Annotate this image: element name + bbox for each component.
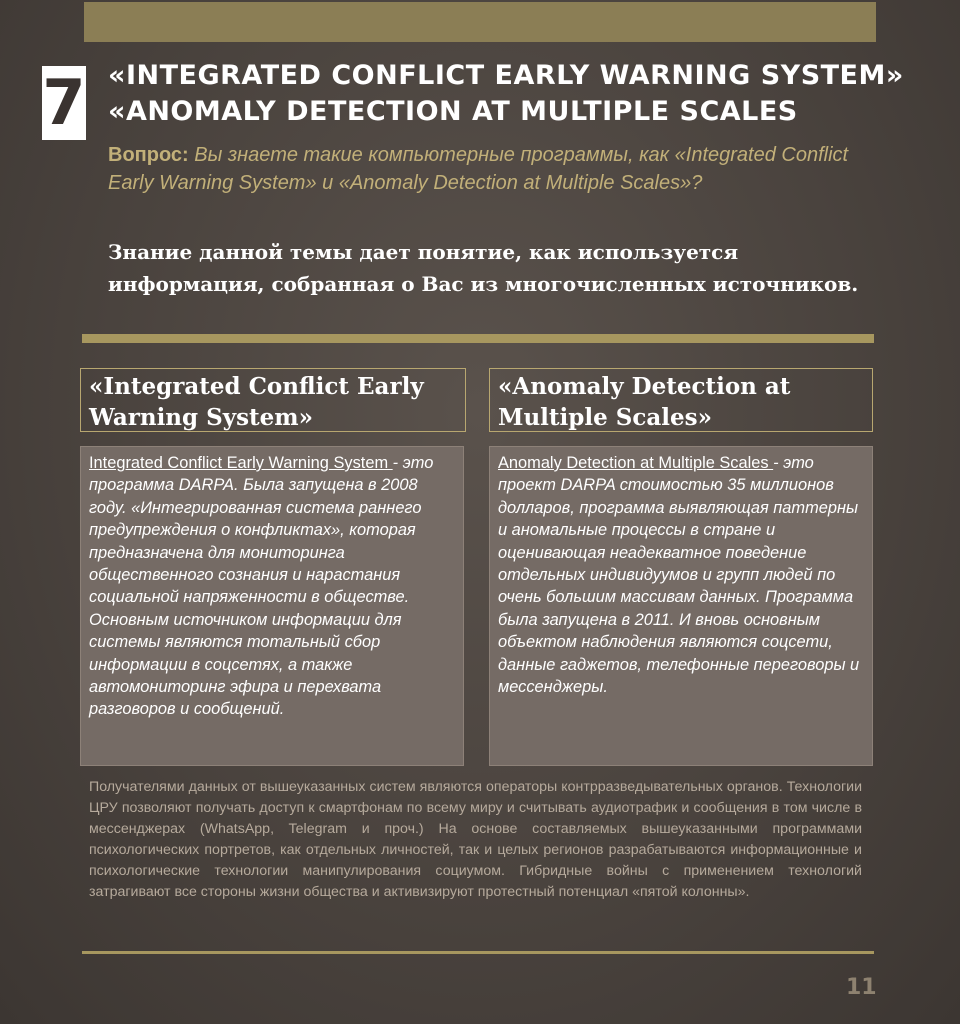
right-box-title: «Anomaly Detection at Multiple Scales» (489, 368, 873, 432)
section-title (108, 58, 908, 130)
left-box-body (80, 446, 464, 766)
top-decorative-bar (84, 2, 876, 42)
bottom-divider (82, 951, 874, 954)
left-box-term: Integrated Conflict Early Warning System (89, 454, 393, 472)
left-box-title: «Integrated Conflict Early Warning System» (80, 368, 466, 432)
section-title-line-2: «ANOMALY DETECTION AT MULTIPLE SCALES (108, 96, 798, 127)
key-statement: Знание данной темы дает понятие, как используется информация, собранная о Вас из многочисленных источников. (108, 240, 859, 296)
page-number: 11 (846, 975, 877, 1000)
question-label: Вопрос: (108, 144, 189, 166)
left-box-description: - это программа DARPA. Была запущена в 2008 году. «Интегрированная система раннего предупреждения о конфликтах», которая предназначена для мониторинга общественного сознания и нарастания социальной напряженности в обществе. Основным источником информации для системы являются тотальный сбор информации в соцсетях, а также автомониторинг эфира и перехвата разговоров и сообщений. (89, 454, 434, 719)
section-number: 7 (42, 66, 86, 139)
right-box-body (489, 446, 873, 766)
question (108, 141, 878, 197)
section-divider (82, 334, 874, 343)
question-text: Вы знаете такие компьютерные программы, как «Integrated Conflict Early Warning System» и «Anomaly Detection at Multiple Scales»? (108, 144, 849, 194)
section-title-line-1: «INTEGRATED CONFLICT EARLY WARNING SYSTEM» (108, 60, 904, 91)
right-box-description: - это проект DARPA стоимостью 35 миллионов долларов, программа выявляющая паттерны и аномальные процессы в стране и оценивающая неадекватное поведение отдельных индивидуумов и групп людей по очень большим массивам данных. Программа была запущена в 2011. И вновь основным объектом наблюдения являются соцсети, данные гаджетов, телефонные переговоры и мессенджеры. (498, 454, 860, 697)
right-box-term: Anomaly Detection at Multiple Scales (498, 454, 774, 472)
footer-paragraph: Получателями данных от вышеуказанных систем являются операторы контрразведывательных органов. Технологии ЦРУ позволяют получать доступ к смартфонам по всему миру и считывать аудиотрафик и сообщения в том числе в мессенджерах (WhatsApp, Telegram и проч.) На основе составляемых вышеуказанными программами психологических портретов, как отдельных личностей, так и целых регионов разрабатываются информационные и психологические технологии манипулирования социумом. Гибридные войны с применением технологий затрагивают все стороны жизни общества и активизируют протестный потенциал «пятой колонны». (89, 779, 862, 900)
